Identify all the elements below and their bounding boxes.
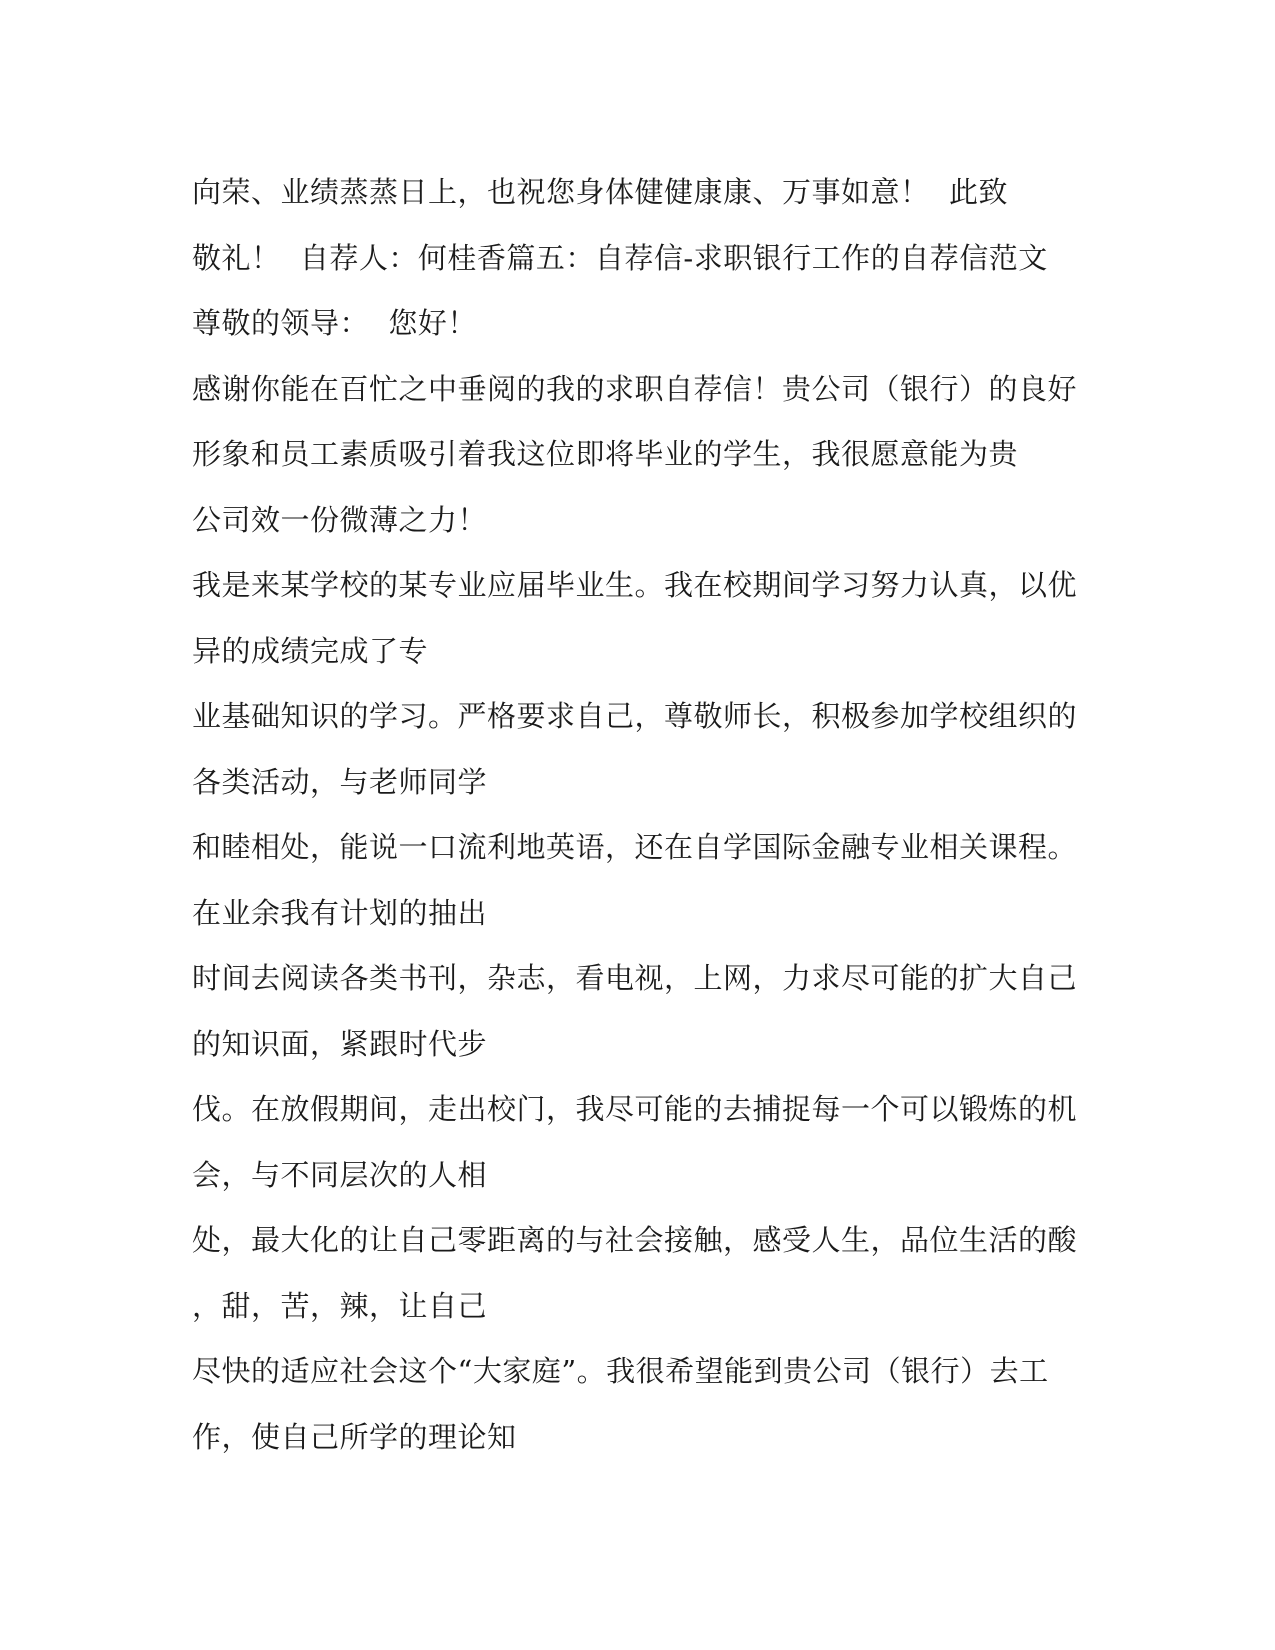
text-line: 形象和员工素质吸引着我这位即将毕业的学生，我很愿意能为贵 xyxy=(192,437,1019,471)
text-line: 各类活动，与老师同学 xyxy=(192,764,488,799)
text-line: 感谢你能在百忙之中垂阅的我的求职自荐信！贵公司（银行）的良好 xyxy=(192,371,1078,406)
text-line: 在业余我有计划的抽出 xyxy=(192,895,488,930)
text-line: 的知识面，紧跟时代步 xyxy=(192,1026,488,1061)
text-line: ，甜，苦，辣，让自己 xyxy=(192,1288,488,1323)
text-line: 会，与不同层次的人相 xyxy=(192,1157,488,1192)
text-line: 敬礼！ 自荐人：何桂香篇五：自荐信-求职银行工作的自荐信范文 xyxy=(192,240,1048,275)
salutation-line: 尊敬的领导： 您好！ xyxy=(192,306,477,340)
letter-body xyxy=(192,160,1078,1470)
text-line: 处，最大化的让自己零距离的与社会接触，感受人生，品位生活的酸 xyxy=(192,1223,1078,1257)
text-line: 我是来某学校的某专业应届毕业生。我在校期间学习努力认真，以优 xyxy=(192,568,1078,602)
text-line: 异的成绩完成了专 xyxy=(192,633,429,668)
text-line: 向荣、业绩蒸蒸日上，也祝您身体健健康康、万事如意！ 此致 xyxy=(192,175,1008,209)
text-line: 公司效一份微薄之力！ xyxy=(192,502,488,537)
text-line: 业基础知识的学习。严格要求自己，尊敬师长，积极参加学校组织的 xyxy=(192,699,1078,733)
text-line: 作，使自己所学的理论知 xyxy=(192,1419,517,1454)
text-line: 尽快的适应社会这个“大家庭”。我很希望能到贵公司（银行）去工 xyxy=(192,1354,1049,1388)
text-line: 伐。在放假期间，走出校门，我尽可能的去捕捉每一个可以锻炼的机 xyxy=(192,1092,1078,1126)
text-line: 时间去阅读各类书刊，杂志，看电视，上网，力求尽可能的扩大自己 xyxy=(192,961,1078,995)
text-line: 和睦相处，能说一口流利地英语，还在自学国际金融专业相关课程。 xyxy=(192,830,1078,864)
